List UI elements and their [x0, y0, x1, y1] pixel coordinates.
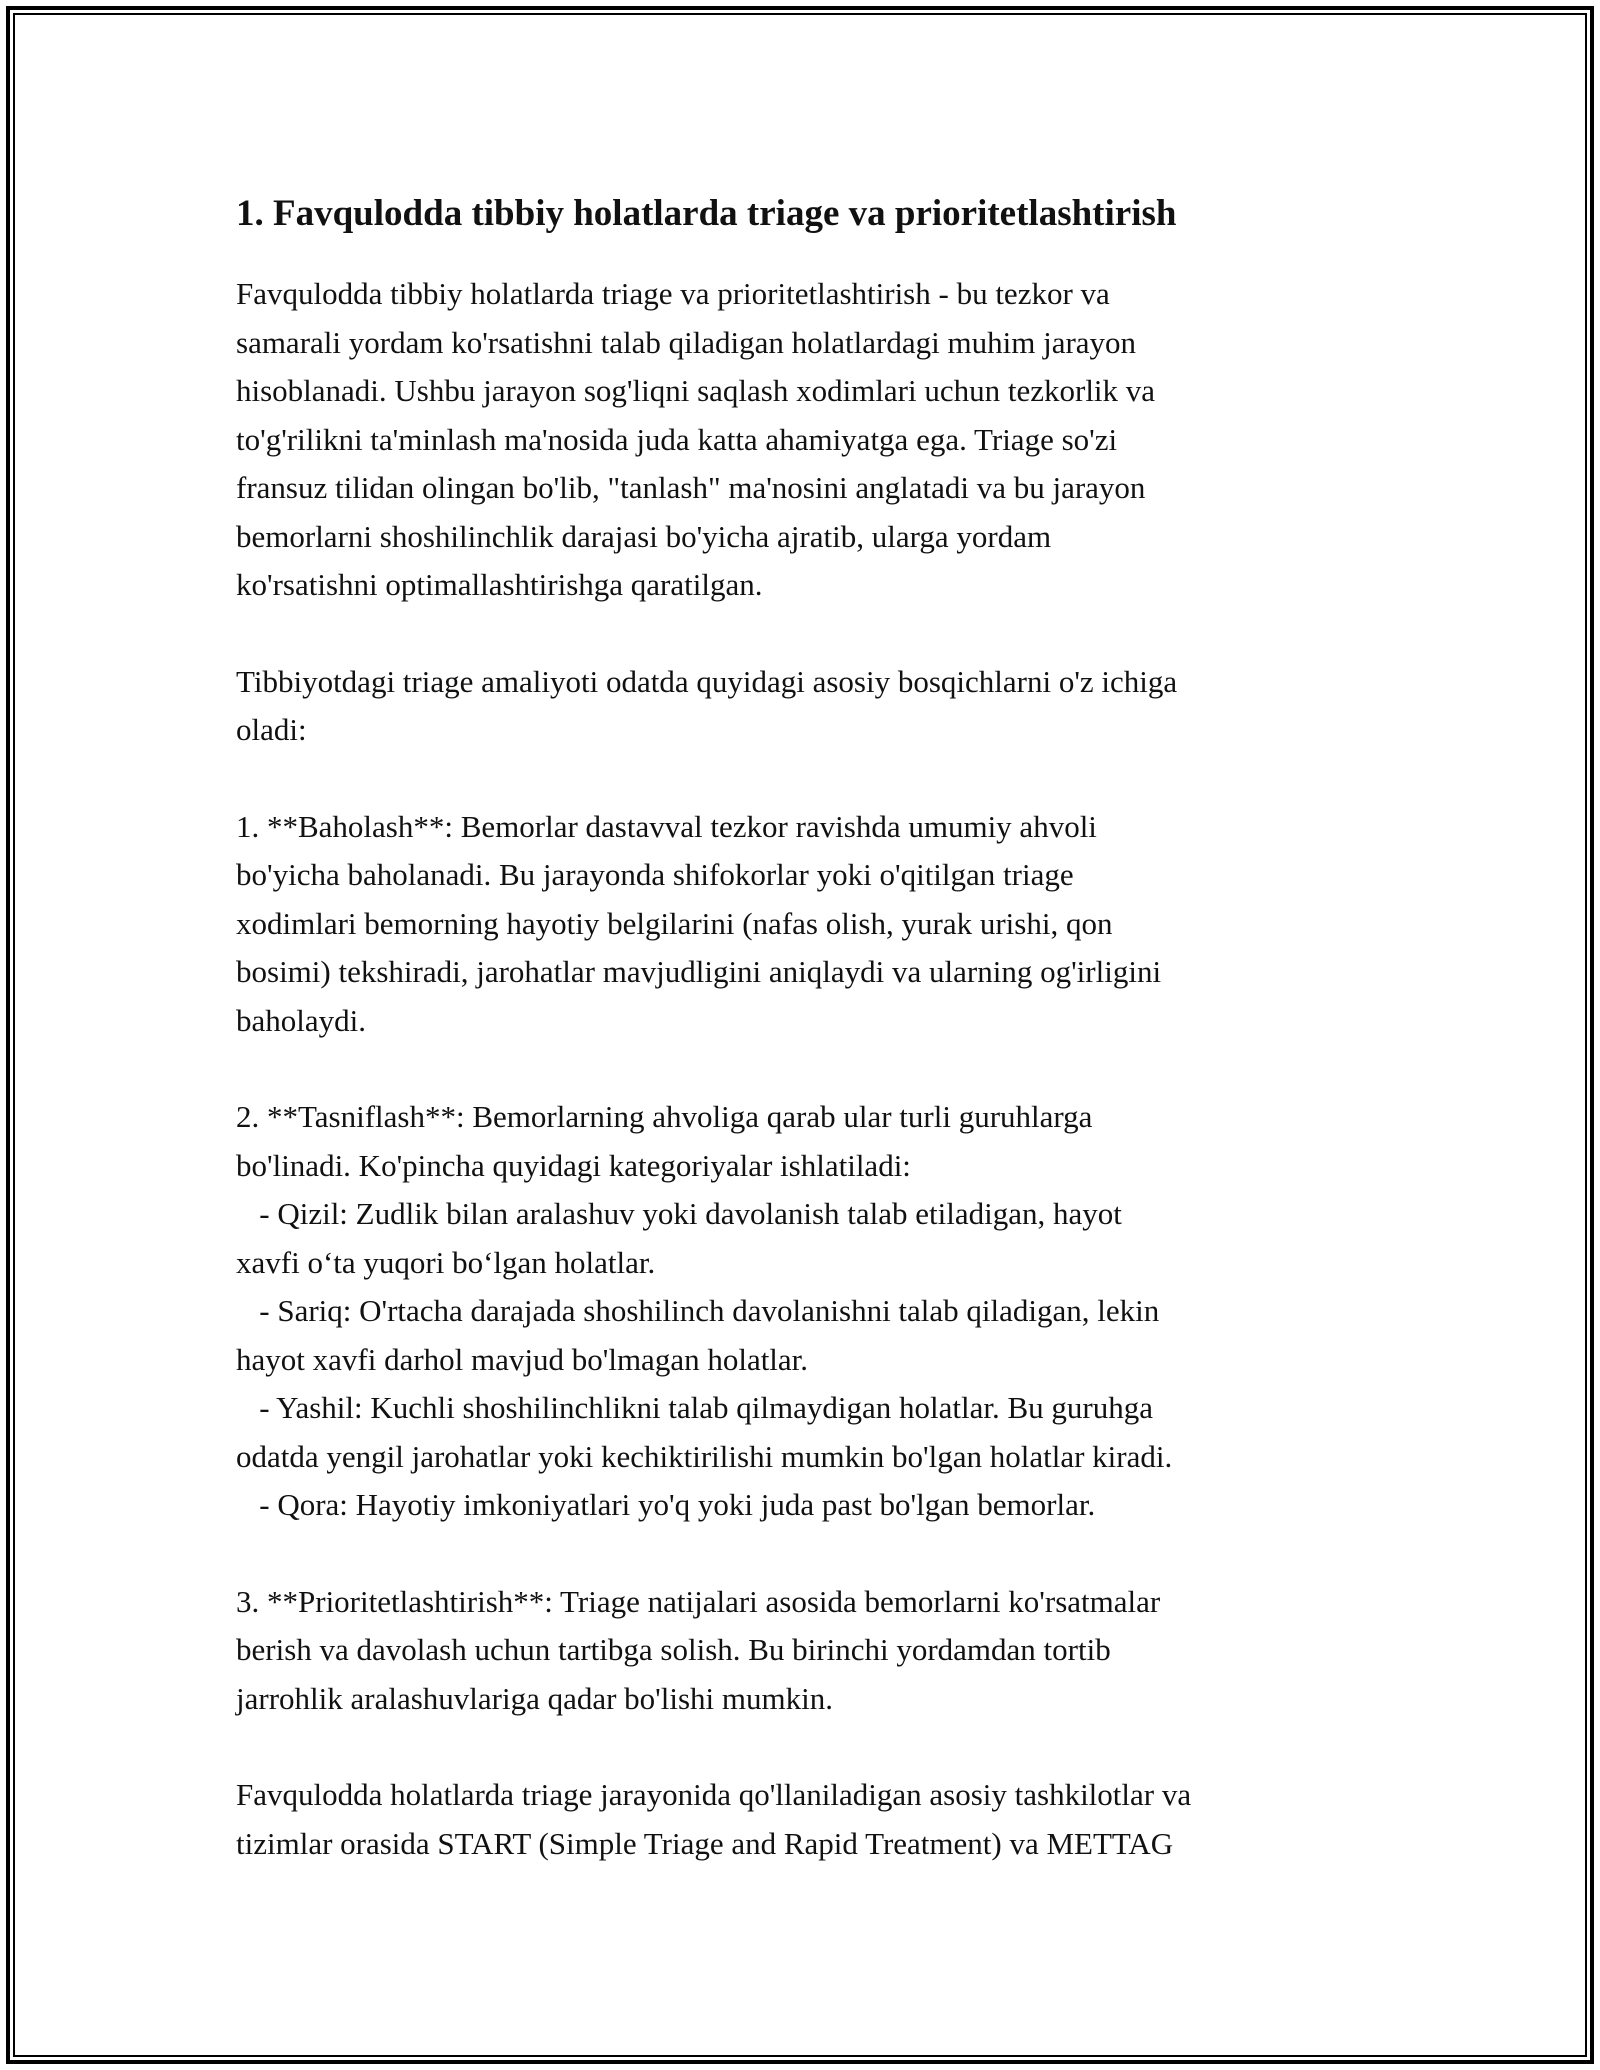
list-item-line: - Qora: Hayotiy imkoniyatlari yo'q yoki juda past bo'lgan bemorlar.: [236, 1487, 1096, 1522]
text-line: to'g'rilikni ta'minlash ma'nosida juda katta ahamiyatga ega. Triage so'zi: [236, 421, 1118, 457]
document-body: [236, 186, 1376, 1868]
text-line: samarali yordam ko'rsatishni talab qiladigan holatlardagi muhim jarayon: [236, 324, 1137, 360]
stage-prioritization-paragraph: [236, 1578, 1376, 1724]
text-line: tizimlar orasida START (Simple Triage and Rapid Treatment) va METTAG: [236, 1825, 1174, 1861]
text-line: fransuz tilidan olingan bo'lib, "tanlash" ma'nosini anglatadi va bu jarayon: [236, 470, 1146, 505]
intro-paragraph: [236, 270, 1376, 610]
stages-intro-paragraph: [236, 658, 1376, 755]
text-line: baholaydi.: [236, 1002, 366, 1038]
list-item-line: - Yashil: Kuchli shoshilinchlikni talab qilmaydigan holatlar. Bu guruhga: [236, 1390, 1153, 1425]
text-line: 2. **Tasniflash**: Bemorlarning ahvoliga qarab ular turli guruhlarga: [236, 1099, 1093, 1134]
text-line: Favqulodda tibbiy holatlarda triage va prioritetlashtirish - bu tezkor va: [236, 276, 1110, 311]
text-line: ko'rsatishni optimallashtirishga qaratilgan.: [236, 567, 763, 602]
text-line: Tibbiyotdagi triage amaliyoti odatda quyidagi asosiy bosqichlarni o'z ichiga: [236, 663, 1178, 699]
text-line: xodimlari bemorning hayotiy belgilarini (nafas olish, yurak urishi, qon: [236, 905, 1113, 941]
text-line: hisoblanadi. Ushbu jarayon sog'liqni saqlash xodimlari uchun tezkorlik va: [236, 373, 1156, 408]
text-line: odatda yengil jarohatlar yoki kechiktirilishi mumkin bo'lgan holatlar kiradi.: [236, 1438, 1173, 1474]
stage-assessment-paragraph: [236, 803, 1376, 1046]
text-line: bosimi) tekshiradi, jarohatlar mavjudligini aniqlaydi va ularning og'irligini: [236, 954, 1162, 989]
systems-paragraph: [236, 1771, 1376, 1868]
text-line: bo'linadi. Ko'pincha quyidagi kategoriyalar ishlatiladi:: [236, 1147, 911, 1183]
text-line: berish va davolash uchun tartibga solish. Bu birinchi yordamdan tortib: [236, 1632, 1111, 1667]
list-item-line: - Sariq: O'rtacha darajada shoshilinch davolanishni talab qiladigan, lekin: [236, 1293, 1160, 1328]
text-line: 1. **Baholash**: Bemorlar dastavval tezkor ravishda umumiy ahvoli: [236, 808, 1097, 844]
text-line: jarrohlik aralashuvlariga qadar bo'lishi mumkin.: [236, 1680, 834, 1716]
text-line: xavfi o‘ta yuqori bo‘lgan holatlar.: [236, 1244, 656, 1280]
text-line: hayot xavfi darhol mavjud bo'lmagan holatlar.: [236, 1341, 809, 1377]
text-line: oladi:: [236, 712, 307, 747]
stage-classification-paragraph: [236, 1093, 1376, 1530]
text-line: bo'yicha baholanadi. Bu jarayonda shifokorlar yoki o'qitilgan triage: [236, 857, 1074, 892]
text-line: bemorlarni shoshilinchlik darajasi bo'yicha ajratib, ularga yordam: [236, 518, 1052, 554]
text-line: Favqulodda holatlarda triage jarayonida qo'llaniladigan asosiy tashkilotlar va: [236, 1777, 1192, 1812]
section-heading: 1. Favqulodda tibbiy holatlarda triage va prioritetlashtirish: [236, 193, 1177, 234]
text-line: 3. **Prioritetlashtirish**: Triage natijalari asosida bemorlarni ko'rsatmalar: [236, 1583, 1161, 1619]
list-item-line: - Qizil: Zudlik bilan aralashuv yoki davolanish talab etiladigan, hayot: [236, 1196, 1122, 1231]
